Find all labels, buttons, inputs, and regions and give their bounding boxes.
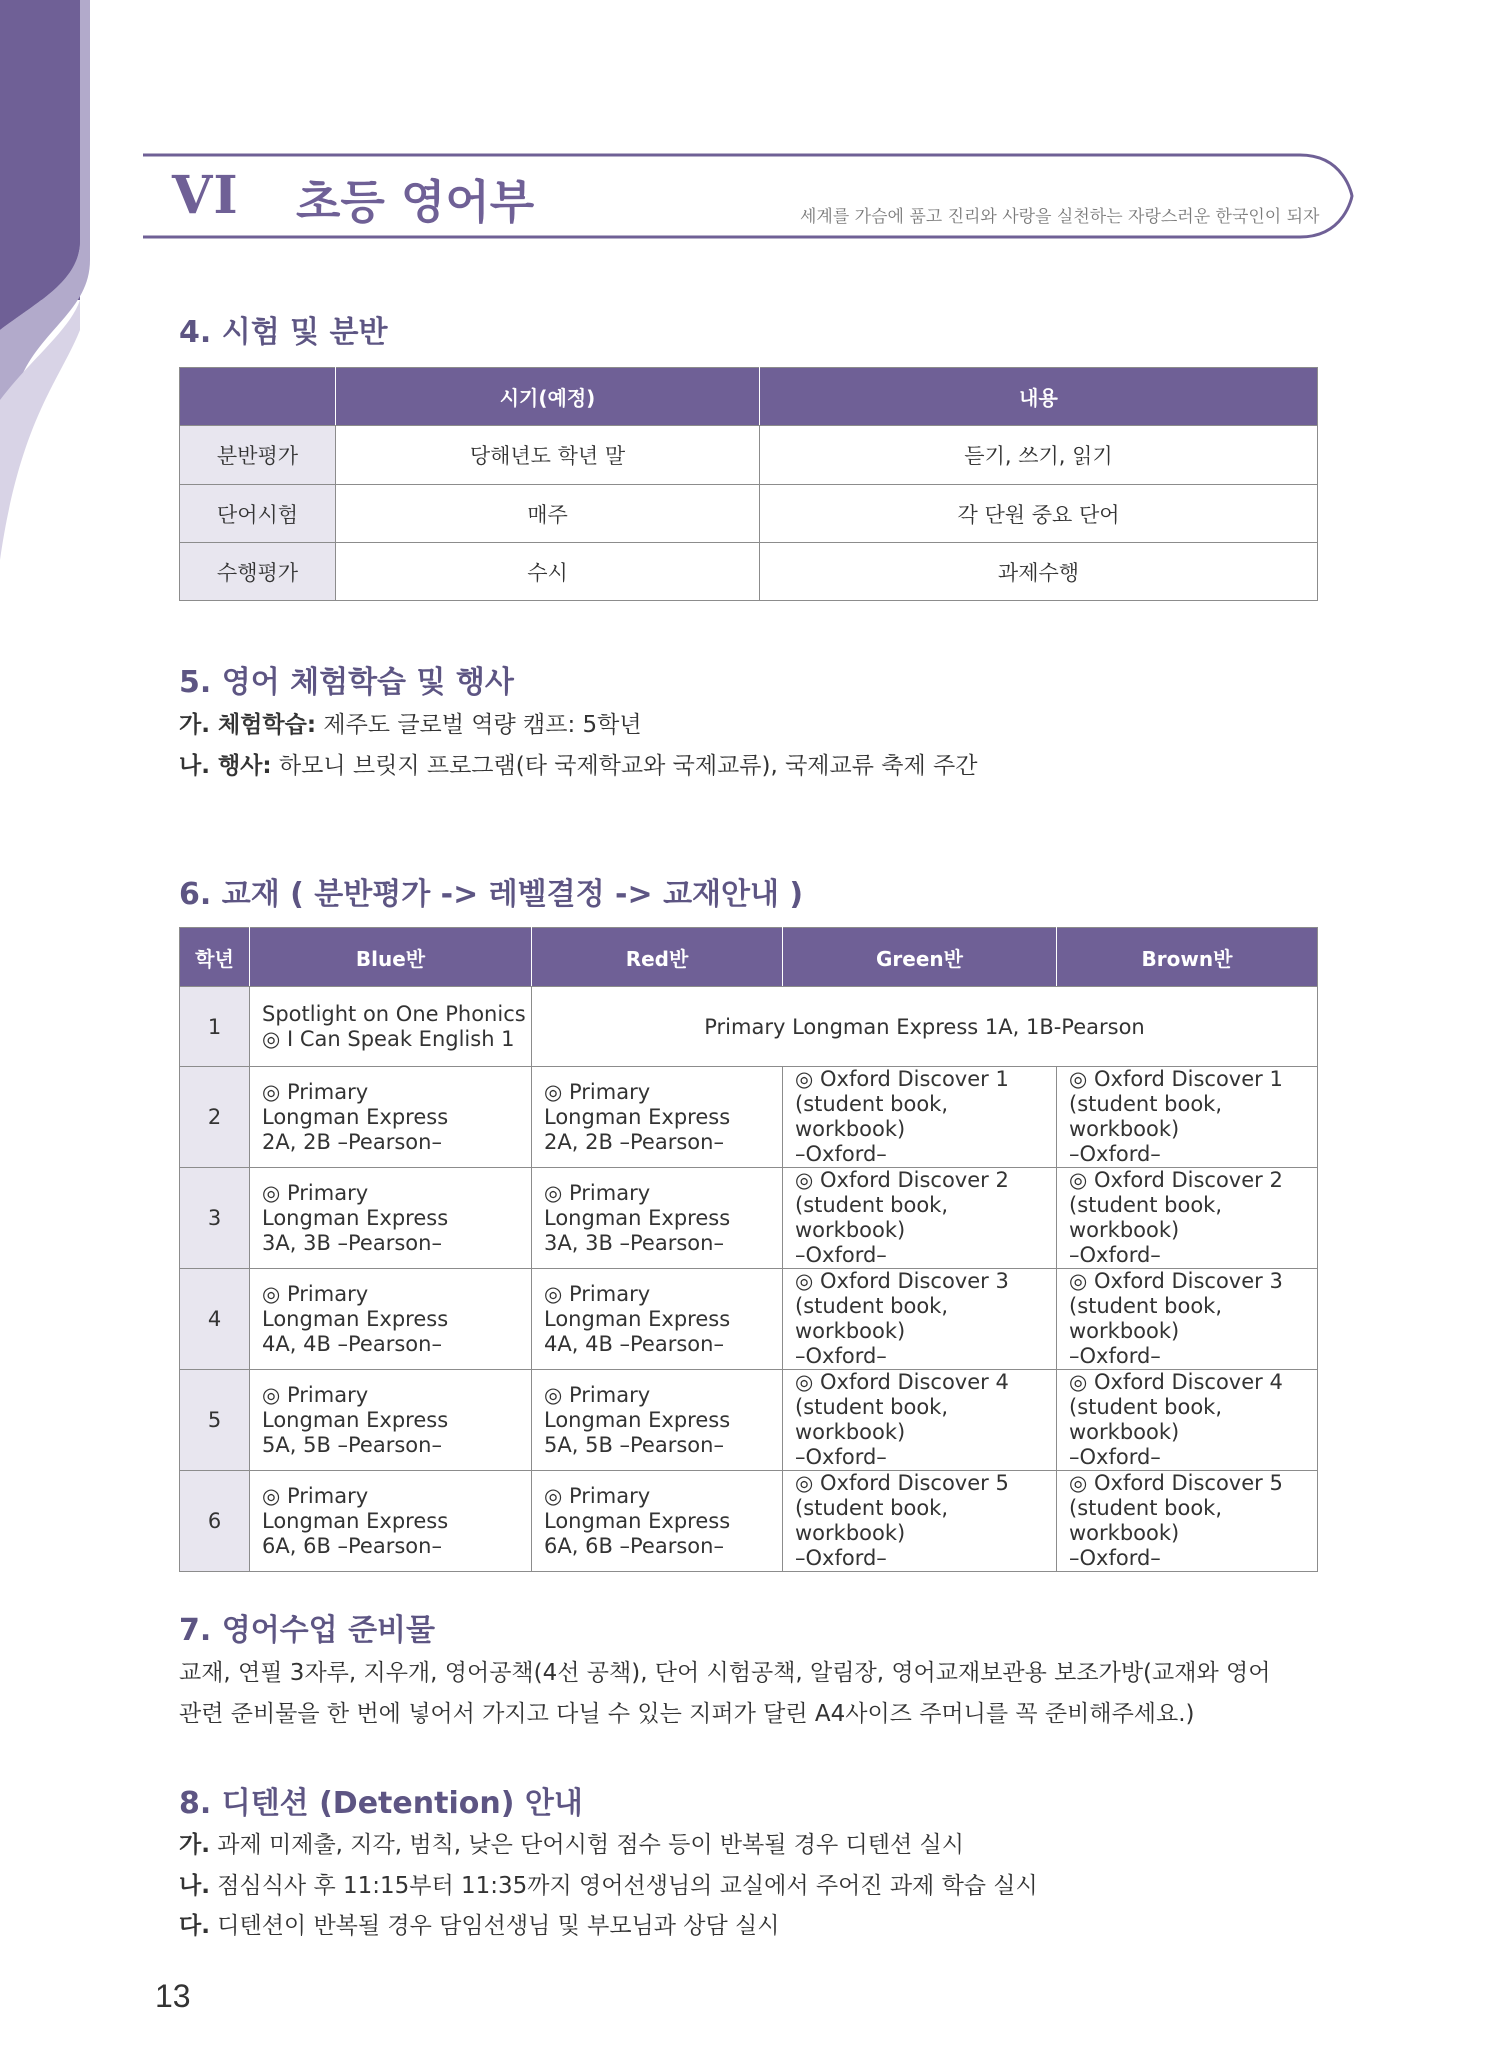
exam-row-label: 수행평가 xyxy=(180,543,336,601)
item-text: 점심식사 후 11:15부터 11:35까지 영어선생님의 교실에서 주어진 과제 학습 실시 xyxy=(209,1873,1038,1899)
textbook-cell: ◎ Oxford Discover 4 (student book, workbook) –Oxford– xyxy=(783,1370,1057,1471)
item-text: 하모니 브릿지 프로그램(타 국제학교와 국제교류), 국제교류 축제 주간 xyxy=(271,753,978,779)
grade-cell: 5 xyxy=(180,1370,250,1471)
school-motto: 세계를 가슴에 품고 진리와 사랑을 실천하는 자랑스러운 한국인이 되자 xyxy=(800,207,1320,227)
textbook-cell: ◎ Primary Longman Express 5A, 5B –Pearson– xyxy=(532,1370,783,1471)
section8-item xyxy=(179,1830,964,1860)
textbook-cell: ◎ Primary Longman Express 6A, 6B –Pearson– xyxy=(250,1471,532,1572)
exam-cell: 과제수행 xyxy=(760,543,1318,601)
exam-col-header: 내용 xyxy=(760,368,1318,426)
section7-heading: 7. 영어수업 준비물 xyxy=(179,1613,436,1648)
textbook-cell: ◎ Oxford Discover 5 (student book, workbook) –Oxford– xyxy=(783,1471,1057,1572)
textbook-col-header: Green반 xyxy=(783,928,1057,987)
textbook-cell: ◎ Oxford Discover 4 (student book, workbook) –Oxford– xyxy=(1057,1370,1318,1471)
item-text: 디텐션이 반복될 경우 담임선생님 및 부모님과 상담 실시 xyxy=(209,1913,780,1939)
grade-cell: 2 xyxy=(180,1067,250,1168)
section5-item xyxy=(179,751,977,781)
textbook-col-header: 학년 xyxy=(180,928,250,987)
exam-cell: 각 단원 중요 단어 xyxy=(760,485,1318,543)
section6-heading: 6. 교재 ( 분반평가 -> 레벨결정 -> 교재안내 ) xyxy=(179,877,804,912)
textbook-cell: ◎ Oxford Discover 2 (student book, workbook) –Oxford– xyxy=(783,1168,1057,1269)
item-label: 가. xyxy=(179,1832,210,1858)
textbook-cell: ◎ Oxford Discover 3 (student book, workbook) –Oxford– xyxy=(1057,1269,1318,1370)
exam-row-label: 분반평가 xyxy=(180,426,336,485)
textbook-cell: ◎ Oxford Discover 1 (student book, workbook) –Oxford– xyxy=(1057,1067,1318,1168)
item-label: 다. xyxy=(179,1913,210,1939)
exam-table xyxy=(179,367,1318,601)
textbook-cell: ◎ Oxford Discover 2 (student book, workbook) –Oxford– xyxy=(1057,1168,1318,1269)
section5-item xyxy=(179,710,642,740)
section8-item xyxy=(179,1911,779,1941)
section4-heading: 4. 시험 및 분반 xyxy=(179,315,388,350)
item-text: 과제 미제출, 지각, 범칙, 낮은 단어시험 점수 등이 반복될 경우 디텐션 실시 xyxy=(209,1832,964,1858)
textbook-cell: ◎ Primary Longman Express 4A, 4B –Pearson– xyxy=(250,1269,532,1370)
textbook-cell: ◎ Primary Longman Express 2A, 2B –Pearson– xyxy=(250,1067,532,1168)
textbook-col-header: Brown반 xyxy=(1057,928,1318,987)
page-number: 13 xyxy=(155,1978,191,2014)
exam-cell: 듣기, 쓰기, 읽기 xyxy=(760,426,1318,485)
textbook-cell: Spotlight on One Phonics ◎ I Can Speak English 1 xyxy=(250,987,532,1067)
textbook-cell: ◎ Primary Longman Express 3A, 3B –Pearson– xyxy=(250,1168,532,1269)
section8-heading: 8. 디텐션 (Detention) 안내 xyxy=(179,1786,583,1821)
exam-cell: 당해년도 학년 말 xyxy=(336,426,760,485)
section7-line: 관련 준비물을 한 번에 넣어서 가지고 다닐 수 있는 지퍼가 달린 A4사이즈 주머니를 꼭 준비해주세요.) xyxy=(179,1701,1195,1727)
item-label: 가. 체험학습: xyxy=(179,712,317,738)
section7-line: 교재, 연필 3자루, 지우개, 영어공책(4선 공책), 단어 시험공책, 알림장, 영어교재보관용 보조가방(교재와 영어 xyxy=(179,1660,1271,1686)
exam-cell: 매주 xyxy=(336,485,760,543)
textbook-cell: ◎ Oxford Discover 1 (student book, workbook) –Oxford– xyxy=(783,1067,1057,1168)
grade-cell: 6 xyxy=(180,1471,250,1572)
grade-cell: 1 xyxy=(180,987,250,1067)
exam-row-label: 단어시험 xyxy=(180,485,336,543)
textbook-cell: ◎ Primary Longman Express 4A, 4B –Pearson– xyxy=(532,1269,783,1370)
exam-col-header: 시기(예정) xyxy=(336,368,760,426)
textbook-cell: ◎ Primary Longman Express 2A, 2B –Pearson– xyxy=(532,1067,783,1168)
textbook-merged-cell: Primary Longman Express 1A, 1B-Pearson xyxy=(532,987,1318,1067)
textbook-cell: ◎ Oxford Discover 3 (student book, workbook) –Oxford– xyxy=(783,1269,1057,1370)
item-label: 나. xyxy=(179,1873,210,1899)
section8-item xyxy=(179,1871,1038,1901)
item-text: 제주도 글로벌 역량 캠프: 5학년 xyxy=(316,712,642,738)
section5-heading: 5. 영어 체험학습 및 행사 xyxy=(179,665,514,700)
exam-cell: 수시 xyxy=(336,543,760,601)
chapter-title: 초등 영어부 xyxy=(296,175,535,229)
textbook-cell: ◎ Oxford Discover 5 (student book, workbook) –Oxford– xyxy=(1057,1471,1318,1572)
item-label: 나. 행사: xyxy=(179,753,272,779)
textbook-cell: ◎ Primary Longman Express 3A, 3B –Pearson– xyxy=(532,1168,783,1269)
grade-cell: 3 xyxy=(180,1168,250,1269)
grade-cell: 4 xyxy=(180,1269,250,1370)
textbook-table xyxy=(179,927,1318,1572)
textbook-cell: ◎ Primary Longman Express 5A, 5B –Pearson– xyxy=(250,1370,532,1471)
textbook-cell: ◎ Primary Longman Express 6A, 6B –Pearson– xyxy=(532,1471,783,1572)
textbook-col-header: Blue반 xyxy=(250,928,532,987)
side-wave-decoration xyxy=(0,0,90,700)
textbook-col-header: Red반 xyxy=(532,928,783,987)
exam-col-header xyxy=(180,368,336,426)
chapter-numeral: VI xyxy=(172,165,239,226)
